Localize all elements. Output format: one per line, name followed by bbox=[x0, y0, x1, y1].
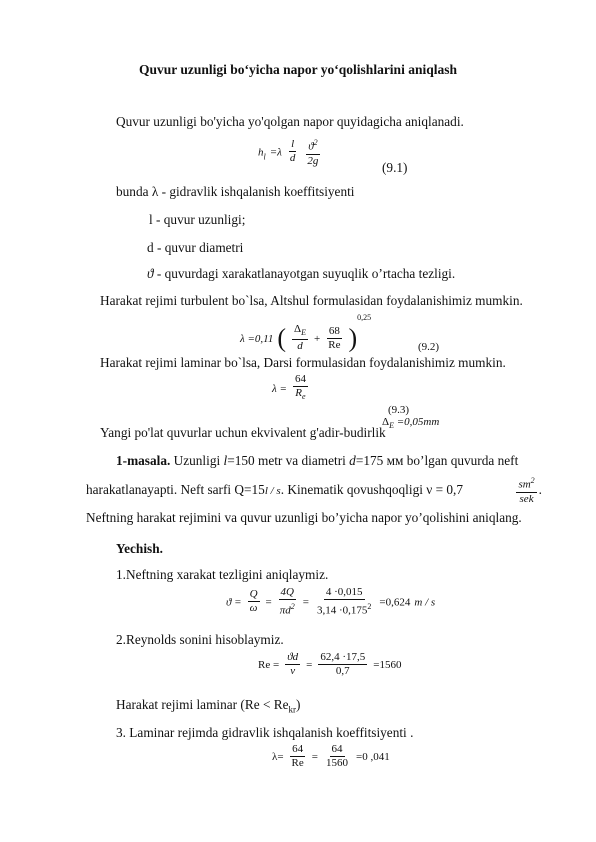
formula-reynolds: Re = $\frac{ϑd}{\nu}$ = $\frac{62,4 \cdot 17,5}{0,7}$ =1560 bbox=[258, 651, 402, 677]
fraction: $\frac{l}{d}$ bbox=[289, 138, 296, 165]
page-title: Quvur uzunligi bo‘yicha napor yo‘qolishlarini aniqlash bbox=[139, 62, 457, 77]
problem-line-3: Neftning harakat rejimini va quvur uzunligi bo’yicha napor yo’qolishini aniqlang. bbox=[86, 510, 522, 525]
fraction: $\frac{64}{R_e}$ bbox=[294, 373, 306, 402]
fraction: $\frac{\Delta_E}{d}$ bbox=[294, 323, 307, 353]
regime-text: Harakat rejimi laminar $(Re < Re_{kr})$ bbox=[116, 697, 301, 715]
fraction: $\frac{68}{Re}$ bbox=[328, 324, 341, 351]
formula-9-3: λ = $\frac{64}{R_e}$ bbox=[272, 373, 306, 402]
laminar-text: Harakat rejimi laminar bo`lsa, Darsi formulasidan foydalanishimiz mumkin. bbox=[100, 355, 506, 370]
formula-9-2: λ =0,11 ( $\frac{\Delta_E}{d}$ + $\frac{68}{Re}$ )$^{0,25}$ bbox=[240, 313, 372, 353]
formula-velocity: ϑ = $\frac{Q}{\omega}$ = $\frac{4Q}{\pi d^2}$ = $\frac{4 \cdot 0,015}{3,14 \cdot 0,175^2}$ =0,624 m / s bbox=[226, 586, 436, 617]
turbulent-text: Harakat rejimi turbulent bo`lsa, Altshul formulasidan foydalanishimiz mumkin. bbox=[100, 293, 523, 308]
fraction: $\frac{ϑd}{\nu}$ bbox=[287, 651, 299, 677]
definition-diameter: d - quvur diametri bbox=[147, 240, 244, 255]
fraction: $\frac{ϑ^2}{2g}$ bbox=[307, 138, 319, 167]
formula-lambda-laminar: λ= $\frac{64}{Re}$ = $\frac{64}{1560}$ =0 ,041 bbox=[272, 743, 390, 769]
fraction: $\frac{64}{Re}$ bbox=[291, 743, 304, 769]
formula-label-9-2: (9.2) bbox=[418, 341, 440, 353]
definition-length: l - quvur uzunligi; bbox=[149, 212, 246, 227]
roughness-text: Yangi po'lat quvurlar uchun ekvivalent g'adir-budirlik bbox=[100, 425, 386, 440]
definition-lambda: bunda λ - gidravlik ishqalanish koeffitsiyenti bbox=[116, 184, 355, 199]
formula-label-9-1: (9.1) bbox=[382, 160, 408, 175]
fraction: $\frac{sm^2}{\text{sek}}$ bbox=[518, 476, 535, 505]
step-3: 3. Laminar rejimda gidravlik ishqalanish koeffitsiyenti . bbox=[116, 725, 414, 740]
fraction: $\frac{64}{1560}$ bbox=[326, 743, 348, 769]
step-1: 1.Neftning xarakat tezligini aniqlaymiz. bbox=[116, 567, 329, 582]
fraction: $\frac{4Q}{\pi d^2}$ bbox=[279, 586, 295, 617]
roughness-value: $\Delta_E =0,05mm$ bbox=[382, 416, 440, 431]
definition-velocity: ϑ - quvurdagi xarakatlanayotgan suyuqlik o’rtacha tezligi. bbox=[147, 266, 456, 281]
fraction: $\frac{4 \cdot 0,015}{3,14 \cdot 0,175^2}$ bbox=[316, 586, 372, 617]
solution-heading: Yechish. bbox=[116, 541, 163, 556]
problem-line-1: 1-masala. Uzunligi l=150 metr va diametri d=175 мм bo’lgan quvurda neft bbox=[116, 453, 519, 468]
step-2: 2.Reynolds sonini hisoblaymiz. bbox=[116, 632, 284, 647]
fraction: $\frac{Q}{\omega}$ bbox=[249, 588, 258, 615]
formula-9-1: $h_l =\lambda$ $\frac{l}{d}$ $\frac{ϑ^2}{2g}$ bbox=[258, 138, 319, 167]
intro-text: Quvur uzunligi bo'yicha yo'qolgan napor quyidagicha aniqlanadi. bbox=[116, 114, 464, 129]
fraction: $\frac{62,4 \cdot 17,5}{0,7}$ bbox=[320, 651, 366, 677]
problem-line-2: harakatlanayapti. Neft sarfi Q=15l / s. Kinematik qovushqoqligi ν = 0,7 $\frac{sm^2}{\text{sek}}$ . bbox=[86, 476, 542, 505]
formula-label-9-3: (9.3) bbox=[388, 404, 410, 416]
